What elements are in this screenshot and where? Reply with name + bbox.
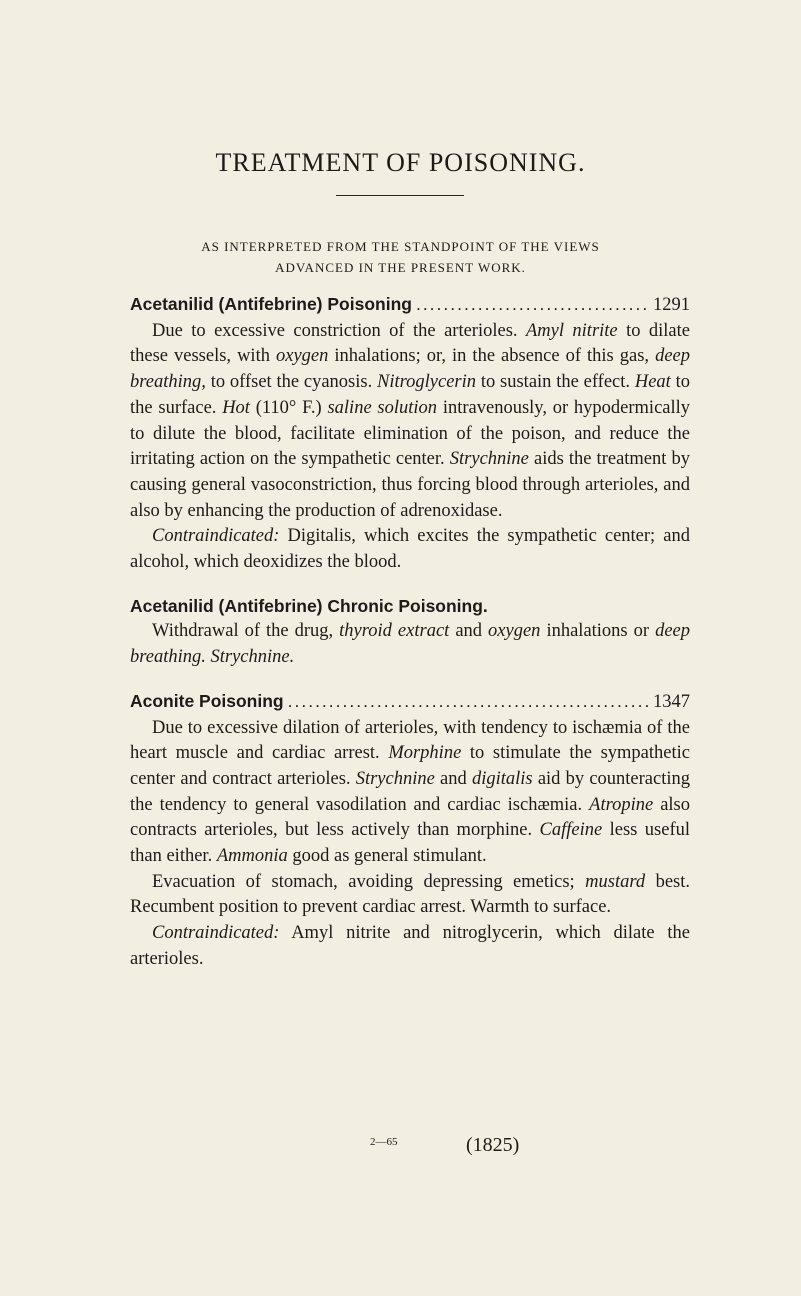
- entry-heading-acetanilid-chronic: [130, 594, 690, 620]
- entry-paragraph: Due to excessive dilation of arterioles, with tendency to ischæmia of the heart muscle and cardiac arrest. Morphine to stimulate the sympathetic center and contract arterioles. Strychnine and digitalis aid by counteracting the tendency to general vasodilation and cardiac ischæmia. Atropine also contracts arterioles, but less actively than morphine. Caffeine less useful than either. Ammonia good as general stimulant.: [130, 717, 691, 867]
- signature-mark: 2—65: [370, 1136, 398, 1148]
- entry-page-number: 1291: [653, 295, 690, 315]
- page-subtitle: [0, 236, 801, 278]
- leader-dots: [288, 689, 649, 715]
- entry-paragraph: Withdrawal of the drug, thyroid extract and oxygen inhalations or deep breathing. Strychnine.: [130, 621, 690, 668]
- entry-heading-text: Acetanilid (Antifebrine) Poisoning: [130, 294, 412, 314]
- entry-contraindicated: Contraindicated: Amyl nitrite and nitroglycerin, which dilate the arterioles.: [130, 923, 690, 969]
- entry-heading-acetanilid-poisoning: [130, 292, 690, 319]
- entry-heading-text: Acetanilid (Antifebrine) Chronic Poisoning.: [130, 595, 488, 616]
- entry-paragraph: Due to excessive constriction of the arterioles. Amyl nitrite to dilate these vessels, with oxygen inhalations; or, in the absence of this gas, deep breathing, to offset the cyanosis. Nitroglycerin to sustain the effect. Heat to the surface. Hot (110° F.) saline solution intravenously, or hypodermically to dilute the blood, facilitate elimination of the poison, and reduce the irritating action on the sympathetic center. Strychnine aids the treatment by causing general vasoconstriction, thus forcing blood through arterioles, and also by enhancing the production of adrenoxidase.: [130, 320, 691, 521]
- page-title: TREATMENT OF POISONING.: [215, 148, 586, 177]
- page-number: (1825): [466, 1134, 520, 1156]
- entry-paragraph: Evacuation of stomach, avoiding depressing emetics; mustard best. Recumbent position to prevent cardiac arrest. Warmth to surface.: [130, 871, 690, 918]
- leader-dots: [416, 292, 649, 318]
- entry-page-number: 1347: [653, 691, 690, 712]
- entry-contraindicated: Contraindicated: Digitalis, which excites the sympathetic center; and alcohol, which deoxidizes the blood.: [130, 526, 690, 573]
- page-footer: [0, 1134, 801, 1164]
- title-rule: [336, 195, 464, 196]
- subtitle-line-2: ADVANCED IN THE PRESENT WORK.: [275, 260, 526, 275]
- subtitle-line-1: AS INTERPRETED FROM THE STANDPOINT OF THE VIEWS: [201, 239, 600, 254]
- entry-heading-aconite-poisoning: [130, 689, 690, 716]
- entry-heading-text: Aconite Poisoning: [130, 690, 284, 711]
- content-body: [130, 292, 690, 973]
